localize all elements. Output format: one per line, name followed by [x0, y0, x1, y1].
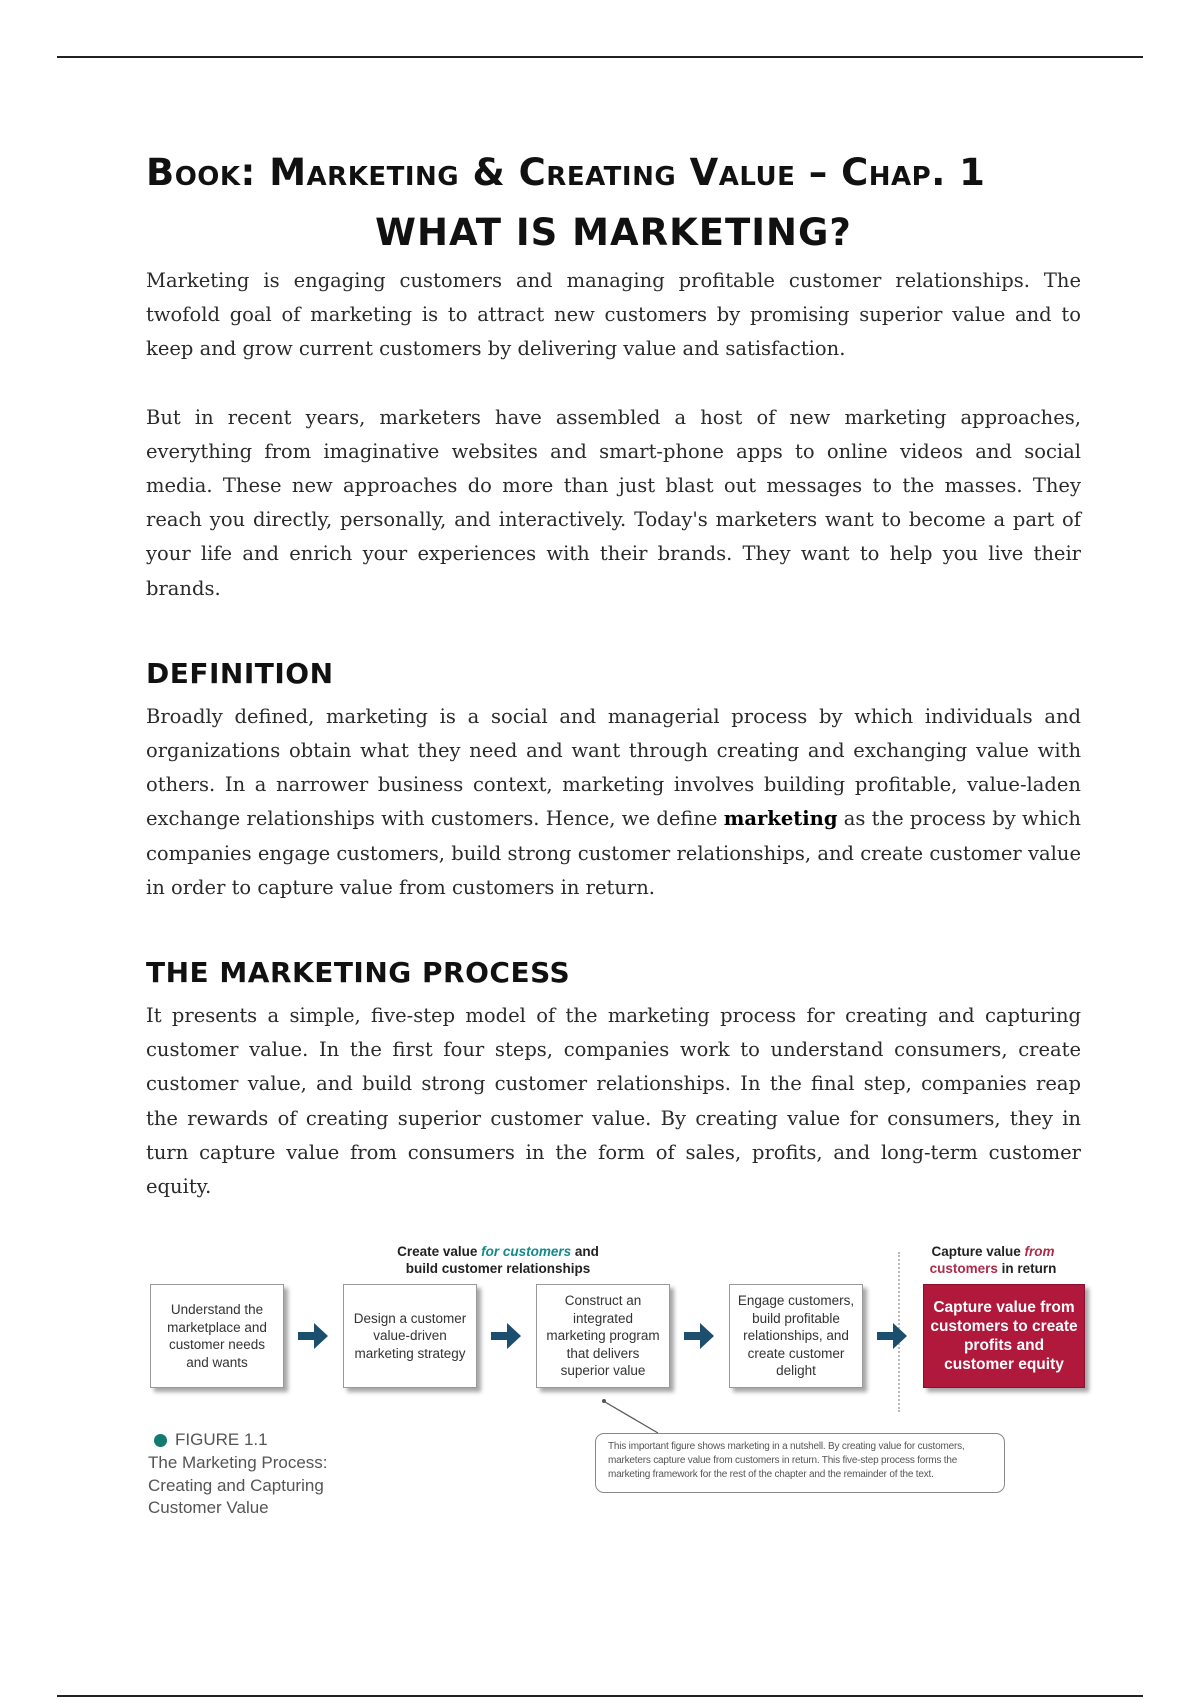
header-left-line2: build customer relationships	[405, 1261, 591, 1276]
top-rule	[57, 56, 1143, 58]
header-right-red: customers	[929, 1261, 998, 1276]
process-heading: THE MARKETING PROCESS	[146, 956, 571, 990]
main-title: WHAT IS MARKETING?	[375, 211, 852, 254]
step-5-capture-value: Capture value from customers to create profits and customer equity	[923, 1284, 1085, 1388]
figure-header-capture-value	[918, 1243, 1068, 1277]
figure-note: This important figure shows marketing in a nutshell. By creating value for customers, marketers capture value from customers in return. This five-step process forms the marketing framework for the rest of the chapter and the remainder of the text.	[595, 1433, 1005, 1493]
figure-number: FIGURE 1.1	[175, 1430, 268, 1449]
figure-caption	[148, 1430, 358, 1520]
intro-paragraph-2: But in recent years, marketers have assembled a host of new marketing approaches, everything from imaginative websites and smart-phone apps to online videos and social media. These new approaches do more than just blast out messages to the masses. They reach you directly, personally, and interactively. Today's marketers want to become a part of your life and enrich your experiences with their brands. They want to help you live their brands.	[146, 405, 1081, 600]
definition-heading: DEFINITION	[146, 656, 334, 690]
figure-header-create-value	[373, 1243, 623, 1277]
header-left-accent: for customers	[481, 1244, 572, 1259]
header-left-mid: and	[571, 1244, 599, 1259]
header-right-post: in return	[997, 1261, 1057, 1276]
header-right-accent: from	[1024, 1244, 1055, 1259]
marketing-process-figure	[148, 1240, 1088, 1530]
arrow-right-icon	[682, 1320, 716, 1352]
header-right-pre: Capture value	[931, 1244, 1025, 1259]
step-1-understand-marketplace: Understand the marketplace and customer needs and wants	[150, 1284, 284, 1388]
figure-label	[148, 1430, 358, 1450]
step-2-design-strategy: Design a customer value-driven marketing strategy	[343, 1284, 477, 1388]
arrow-right-icon	[875, 1320, 909, 1352]
definition-paragraph	[146, 700, 1081, 905]
definition-text-before: Broadly defined, marketing is a social and managerial process by which individuals and organizations obtain what they need and want through creating and exchanging value with others. In a narrower business context, marketing involves building profitable, value-laden exchange relationships with customers. Hence, we define	[146, 704, 1081, 831]
header-left-pre: Create value	[397, 1244, 482, 1259]
bullet-dot-icon	[154, 1434, 167, 1447]
step-4-engage-customers: Engage customers, build profitable relationships, and create customer delight	[729, 1284, 863, 1388]
book-title: Book: Marketing & Creating Value – Chap. 1	[146, 151, 986, 194]
arrow-right-icon	[296, 1320, 330, 1352]
arrow-right-icon	[489, 1320, 523, 1352]
definition-text-after: as the process by which companies engage customers, build strong customer relationships, and create customer value in order to capture value from customers in return.	[146, 807, 1081, 899]
figure-description: The Marketing Process: Creating and Capturing Customer Value	[148, 1453, 328, 1517]
step-3-construct-program: Construct an integrated marketing program that delivers superior value	[536, 1284, 670, 1388]
document-body	[146, 150, 1081, 1204]
process-paragraph: It presents a simple, five-step model of the marketing process for creating and capturing customer value. In the first four steps, companies work to understand consumers, create customer value, and build strong customer relationships. In the final step, companies reap the rewards of creating superior customer value. By creating value for consumers, they in turn capture value from consumers in the form of sales, profits, and long-term customer equity.	[146, 1004, 1081, 1199]
definition-term: marketing	[723, 807, 838, 831]
bottom-rule	[57, 1695, 1143, 1697]
intro-paragraph-1: Marketing is engaging customers and managing profitable customer relationships. The twofold goal of marketing is to attract new customers by promising superior value and to keep and grow current customers by delivering value and satisfaction.	[146, 269, 1081, 361]
